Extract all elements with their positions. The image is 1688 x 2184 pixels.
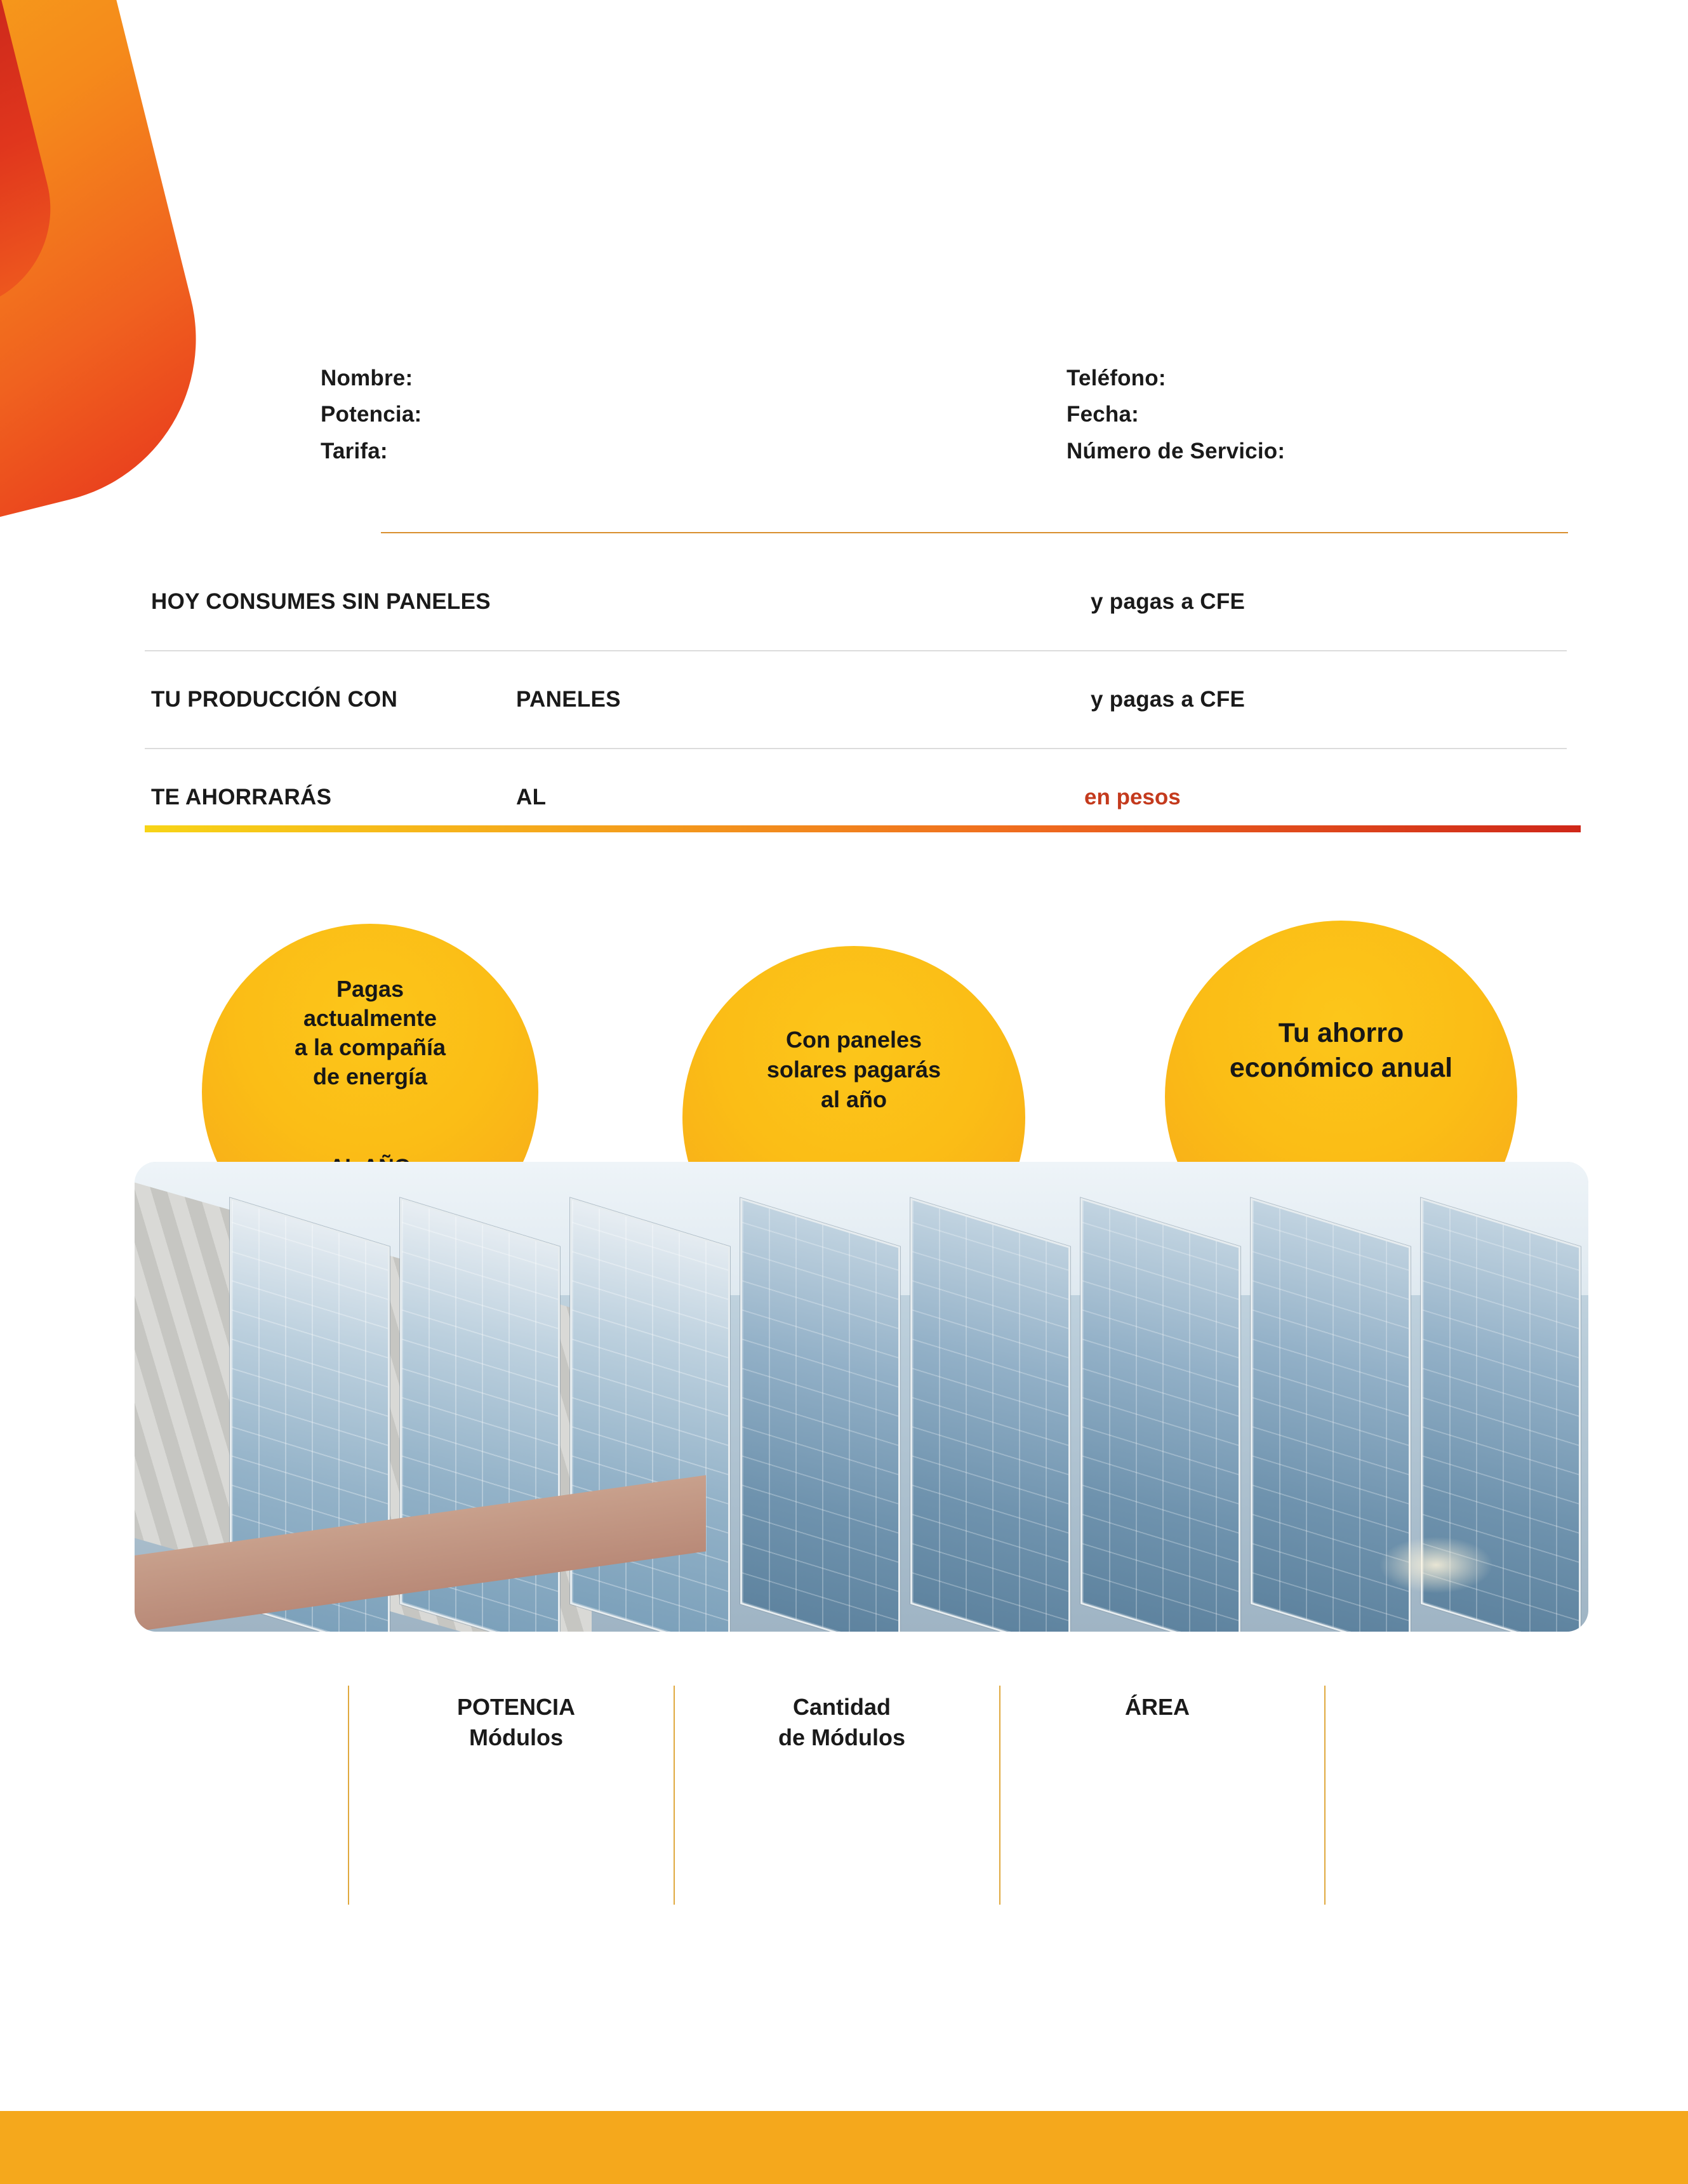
row-right-consumo: y pagas a CFE [1091, 589, 1246, 614]
spec-item-area [1053, 1692, 1262, 1722]
spec-cantidad-line2: de Módulos [778, 1724, 905, 1750]
corner-decoration [0, 0, 330, 559]
spec-cantidad-line1: Cantidad [792, 1694, 891, 1720]
solar-panel-photo [135, 1162, 1588, 1632]
footer-accent [0, 2106, 1688, 2111]
spec-divider [348, 1686, 349, 1905]
row-middle-ahorro: AL [516, 785, 547, 809]
spec-potencia-line1: POTENCIA [456, 1694, 575, 1720]
customer-info-left-column [321, 365, 1067, 464]
photo-sun-glare [1379, 1536, 1493, 1594]
row-highlight-en-pesos: en pesos [1084, 785, 1181, 809]
spec-item-cantidad-modulos [728, 1692, 956, 1753]
corner-orange-shape [0, 0, 231, 541]
row-middle-produccion: PANELES [516, 687, 621, 712]
circle-1-text: Pagas actualmente a la compañía de energía [294, 976, 446, 1090]
field-label-potencia: Potencia: [321, 402, 422, 427]
corner-red-shape [0, 0, 72, 329]
field-label-telefono: Teléfono: [1067, 366, 1166, 390]
row-label-consumo: HOY CONSUMES SIN PANELES [151, 589, 491, 614]
circle-2-text: Con paneles solares pagarás al año [766, 1027, 941, 1112]
table-row [145, 554, 1567, 651]
spec-divider [999, 1686, 1000, 1905]
field-label-numero-servicio: Número de Servicio: [1067, 438, 1286, 463]
spec-area-line1: ÁREA [1124, 1694, 1190, 1720]
row-label-produccion: TU PRODUCCIÓN CON [151, 687, 398, 712]
gradient-divider [145, 825, 1581, 832]
customer-info-right-column [1067, 365, 1285, 464]
table-row [145, 651, 1567, 749]
field-label-fecha: Fecha: [1067, 402, 1140, 427]
photo-panel [1080, 1197, 1240, 1632]
row-label-ahorro: TE AHORRARÁS [151, 785, 332, 809]
spec-item-potencia-modulos [411, 1692, 621, 1753]
photo-panel [740, 1197, 900, 1632]
customer-info-block [321, 365, 1565, 464]
summary-table [145, 554, 1567, 846]
field-label-nombre: Nombre: [321, 366, 413, 390]
circle-3-text: Tu ahorro económico anual [1229, 1018, 1453, 1084]
header-divider [381, 532, 1568, 533]
spec-table [348, 1686, 1326, 1908]
row-right-produccion: y pagas a CFE [1091, 687, 1246, 712]
field-label-tarifa: Tarifa: [321, 438, 388, 463]
spec-potencia-line2: Módulos [469, 1724, 563, 1750]
spec-divider [674, 1686, 675, 1905]
spec-divider [1324, 1686, 1326, 1905]
footer-bar [0, 2111, 1688, 2184]
corner-dark-shape [0, 0, 149, 219]
photo-panel [910, 1197, 1070, 1632]
